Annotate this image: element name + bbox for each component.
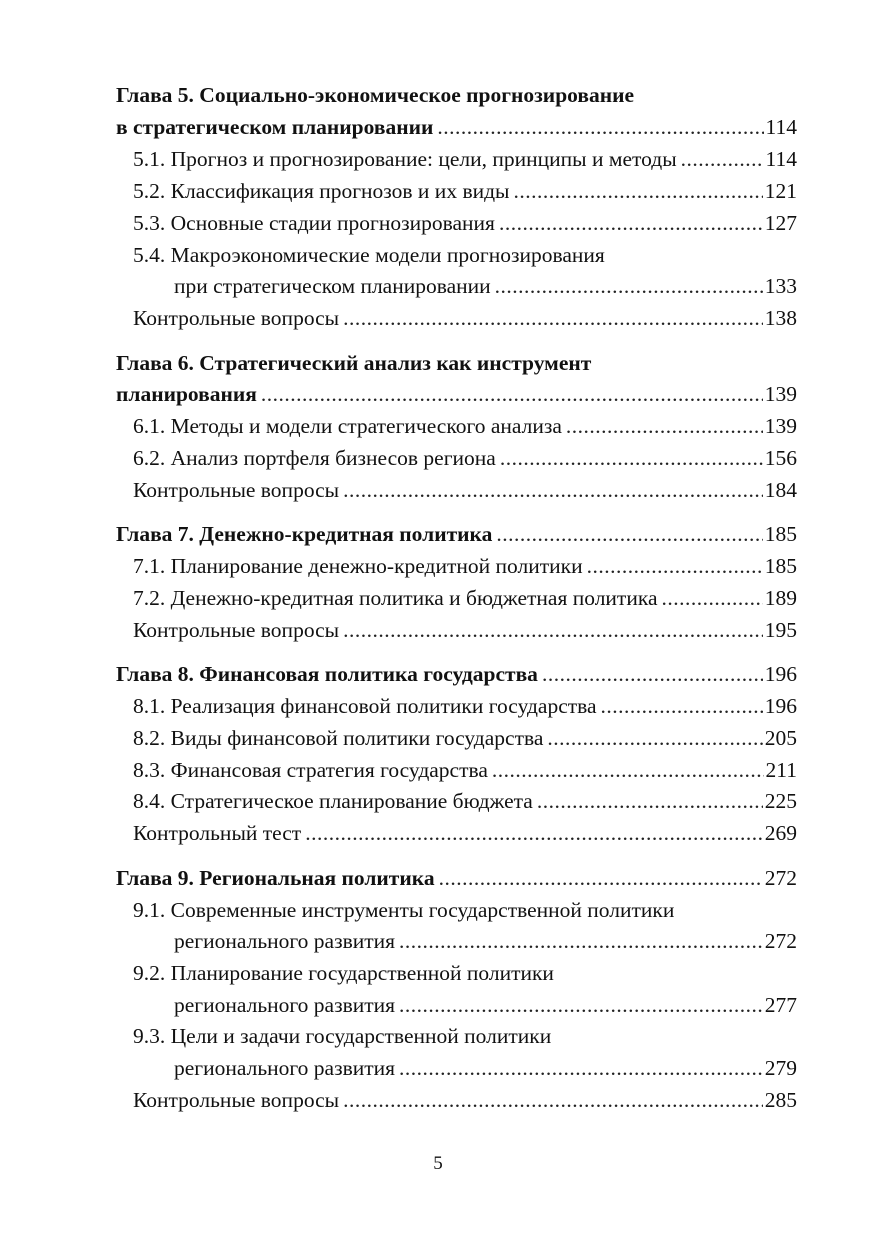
toc-entry-8-2[interactable] [116,723,797,753]
toc-entry-7-questions[interactable] [116,615,797,645]
chapter-7-entry[interactable] [116,519,797,549]
entry-title: регионального развития [174,1056,396,1080]
leader-dots [500,443,763,473]
leader-dots [662,583,763,613]
toc-entry-6-1[interactable] [116,411,797,441]
entry-title: 8.1. Реализация финансовой политики государства [133,694,597,718]
leader-dots [547,723,762,753]
entry-title: 5.1. Прогноз и прогнозирование: цели, принципы и методы [133,147,677,171]
chapter-5-entry[interactable] [116,112,797,142]
leader-dots [601,691,763,721]
page-ref: 114 [765,147,797,171]
chapter-title: Глава 7. Денежно-кредитная политика [116,522,493,546]
entry-title: 5.4. Макроэкономические модели прогнозирования [133,243,605,267]
chapter-title: Глава 9. Региональная политика [116,866,435,890]
entry-title: Контрольные вопросы [133,618,340,642]
entry-title: 5.3. Основные стадии прогнозирования [133,211,495,235]
chapter-9-entry[interactable] [116,863,797,893]
chapter-title: Глава 5. Социально-экономическое прогнозирование [116,83,635,107]
toc-entry-8-1[interactable] [116,691,797,721]
page-ref: 114 [765,115,797,139]
entry-title: регионального развития [174,929,396,953]
toc-entry-5-1[interactable] [116,144,797,174]
toc-entry-5-4[interactable] [116,271,797,301]
chapter-title: Глава 6. Стратегический анализ как инструмент [116,351,592,375]
page-ref: 272 [764,866,797,890]
toc-entry-9-3-line-1[interactable] [116,1021,797,1051]
entry-title: 5.2. Классификация прогнозов и их виды [133,179,510,203]
page-ref: 211 [765,758,797,782]
leader-dots [495,271,763,301]
entry-title: 8.2. Виды финансовой политики государства [133,726,544,750]
entry-title: Контрольные вопросы [133,1088,340,1112]
entry-title: 8.3. Финансовая стратегия государства [133,758,488,782]
entry-title: Контрольный тест [133,821,302,845]
entry-title: 7.2. Денежно-кредитная политика и бюджетная политика [133,586,658,610]
toc-entry-9-2[interactable] [116,990,797,1020]
leader-dots [399,926,763,956]
toc-entry-9-2-line-1[interactable] [116,958,797,988]
page-ref: 205 [764,726,797,750]
toc-entry-6-2[interactable] [116,443,797,473]
toc-entry-8-4[interactable] [116,786,797,816]
entry-title: регионального развития [174,993,396,1017]
leader-dots [343,1085,763,1115]
page-ref: 272 [764,929,797,953]
toc-entry-9-questions[interactable] [116,1085,797,1115]
page-ref: 133 [764,274,797,298]
page-ref: 127 [764,211,797,235]
entry-title: 8.4. Стратегическое планирование бюджета [133,789,533,813]
toc-entry-7-2[interactable] [116,583,797,613]
page-ref: 189 [764,586,797,610]
page-number: 5 [433,1153,443,1174]
toc-entry-5-questions[interactable] [116,303,797,333]
page-ref: 185 [764,554,797,578]
toc-entry-7-1[interactable] [116,551,797,581]
toc-entry-9-1-line-1[interactable] [116,895,797,925]
entry-title: 6.1. Методы и модели стратегического анализа [133,414,562,438]
entry-title: при стратегическом планировании [174,274,491,298]
toc-entry-6-questions[interactable] [116,475,797,505]
chapter-title: в стратегическом планировании [116,115,434,139]
toc-entry-8-3[interactable] [116,755,797,785]
leader-dots [542,659,763,689]
page-ref: 269 [764,821,797,845]
entry-title: Контрольные вопросы [133,478,340,502]
entry-title: 9.3. Цели и задачи государственной политики [133,1024,552,1048]
leader-dots [437,112,763,142]
chapter-title: планирования [116,382,257,406]
entry-title: 9.2. Планирование государственной политики [133,961,554,985]
page-ref: 277 [764,993,797,1017]
leader-dots [305,818,763,848]
page-ref: 184 [764,478,797,502]
page-ref: 185 [764,522,797,546]
leader-dots [261,379,763,409]
toc-entry-5-3[interactable] [116,208,797,238]
entry-title: 7.1. Планирование денежно-кредитной политики [133,554,583,578]
leader-dots [499,208,763,238]
toc-entry-9-3[interactable] [116,1053,797,1083]
leader-dots [439,863,763,893]
entry-title: 9.1. Современные инструменты государственной политики [133,898,675,922]
leader-dots [496,519,762,549]
page-ref: 139 [764,414,797,438]
page-ref: 225 [764,789,797,813]
page-ref: 139 [764,382,797,406]
leader-dots [566,411,763,441]
page-ref: 196 [764,662,797,686]
page-ref: 121 [764,179,797,203]
chapter-5-title-line-1[interactable] [116,80,797,110]
chapter-6-title-line-1[interactable] [116,348,797,378]
chapter-8-entry[interactable] [116,659,797,689]
chapter-title: Глава 8. Финансовая политика государства [116,662,538,686]
page-ref: 196 [764,694,797,718]
entry-title: 6.2. Анализ портфеля бизнесов региона [133,446,496,470]
page-ref: 138 [764,306,797,330]
leader-dots [492,755,764,785]
toc-entry-5-2[interactable] [116,176,797,206]
chapter-6-entry[interactable] [116,379,797,409]
page-ref: 195 [764,618,797,642]
page-ref: 279 [764,1056,797,1080]
leader-dots [681,144,764,174]
leader-dots [537,786,763,816]
entry-title: Контрольные вопросы [133,306,340,330]
page-ref: 156 [764,446,797,470]
leader-dots [343,303,763,333]
leader-dots [399,990,763,1020]
leader-dots [343,475,763,505]
leader-dots [587,551,763,581]
leader-dots [513,176,762,206]
toc-entry-8-test[interactable] [116,818,797,848]
leader-dots [399,1053,763,1083]
leader-dots [343,615,763,645]
toc-entry-9-1[interactable] [116,926,797,956]
page-ref: 285 [764,1088,797,1112]
toc-entry-5-4-line-1[interactable] [116,240,797,270]
